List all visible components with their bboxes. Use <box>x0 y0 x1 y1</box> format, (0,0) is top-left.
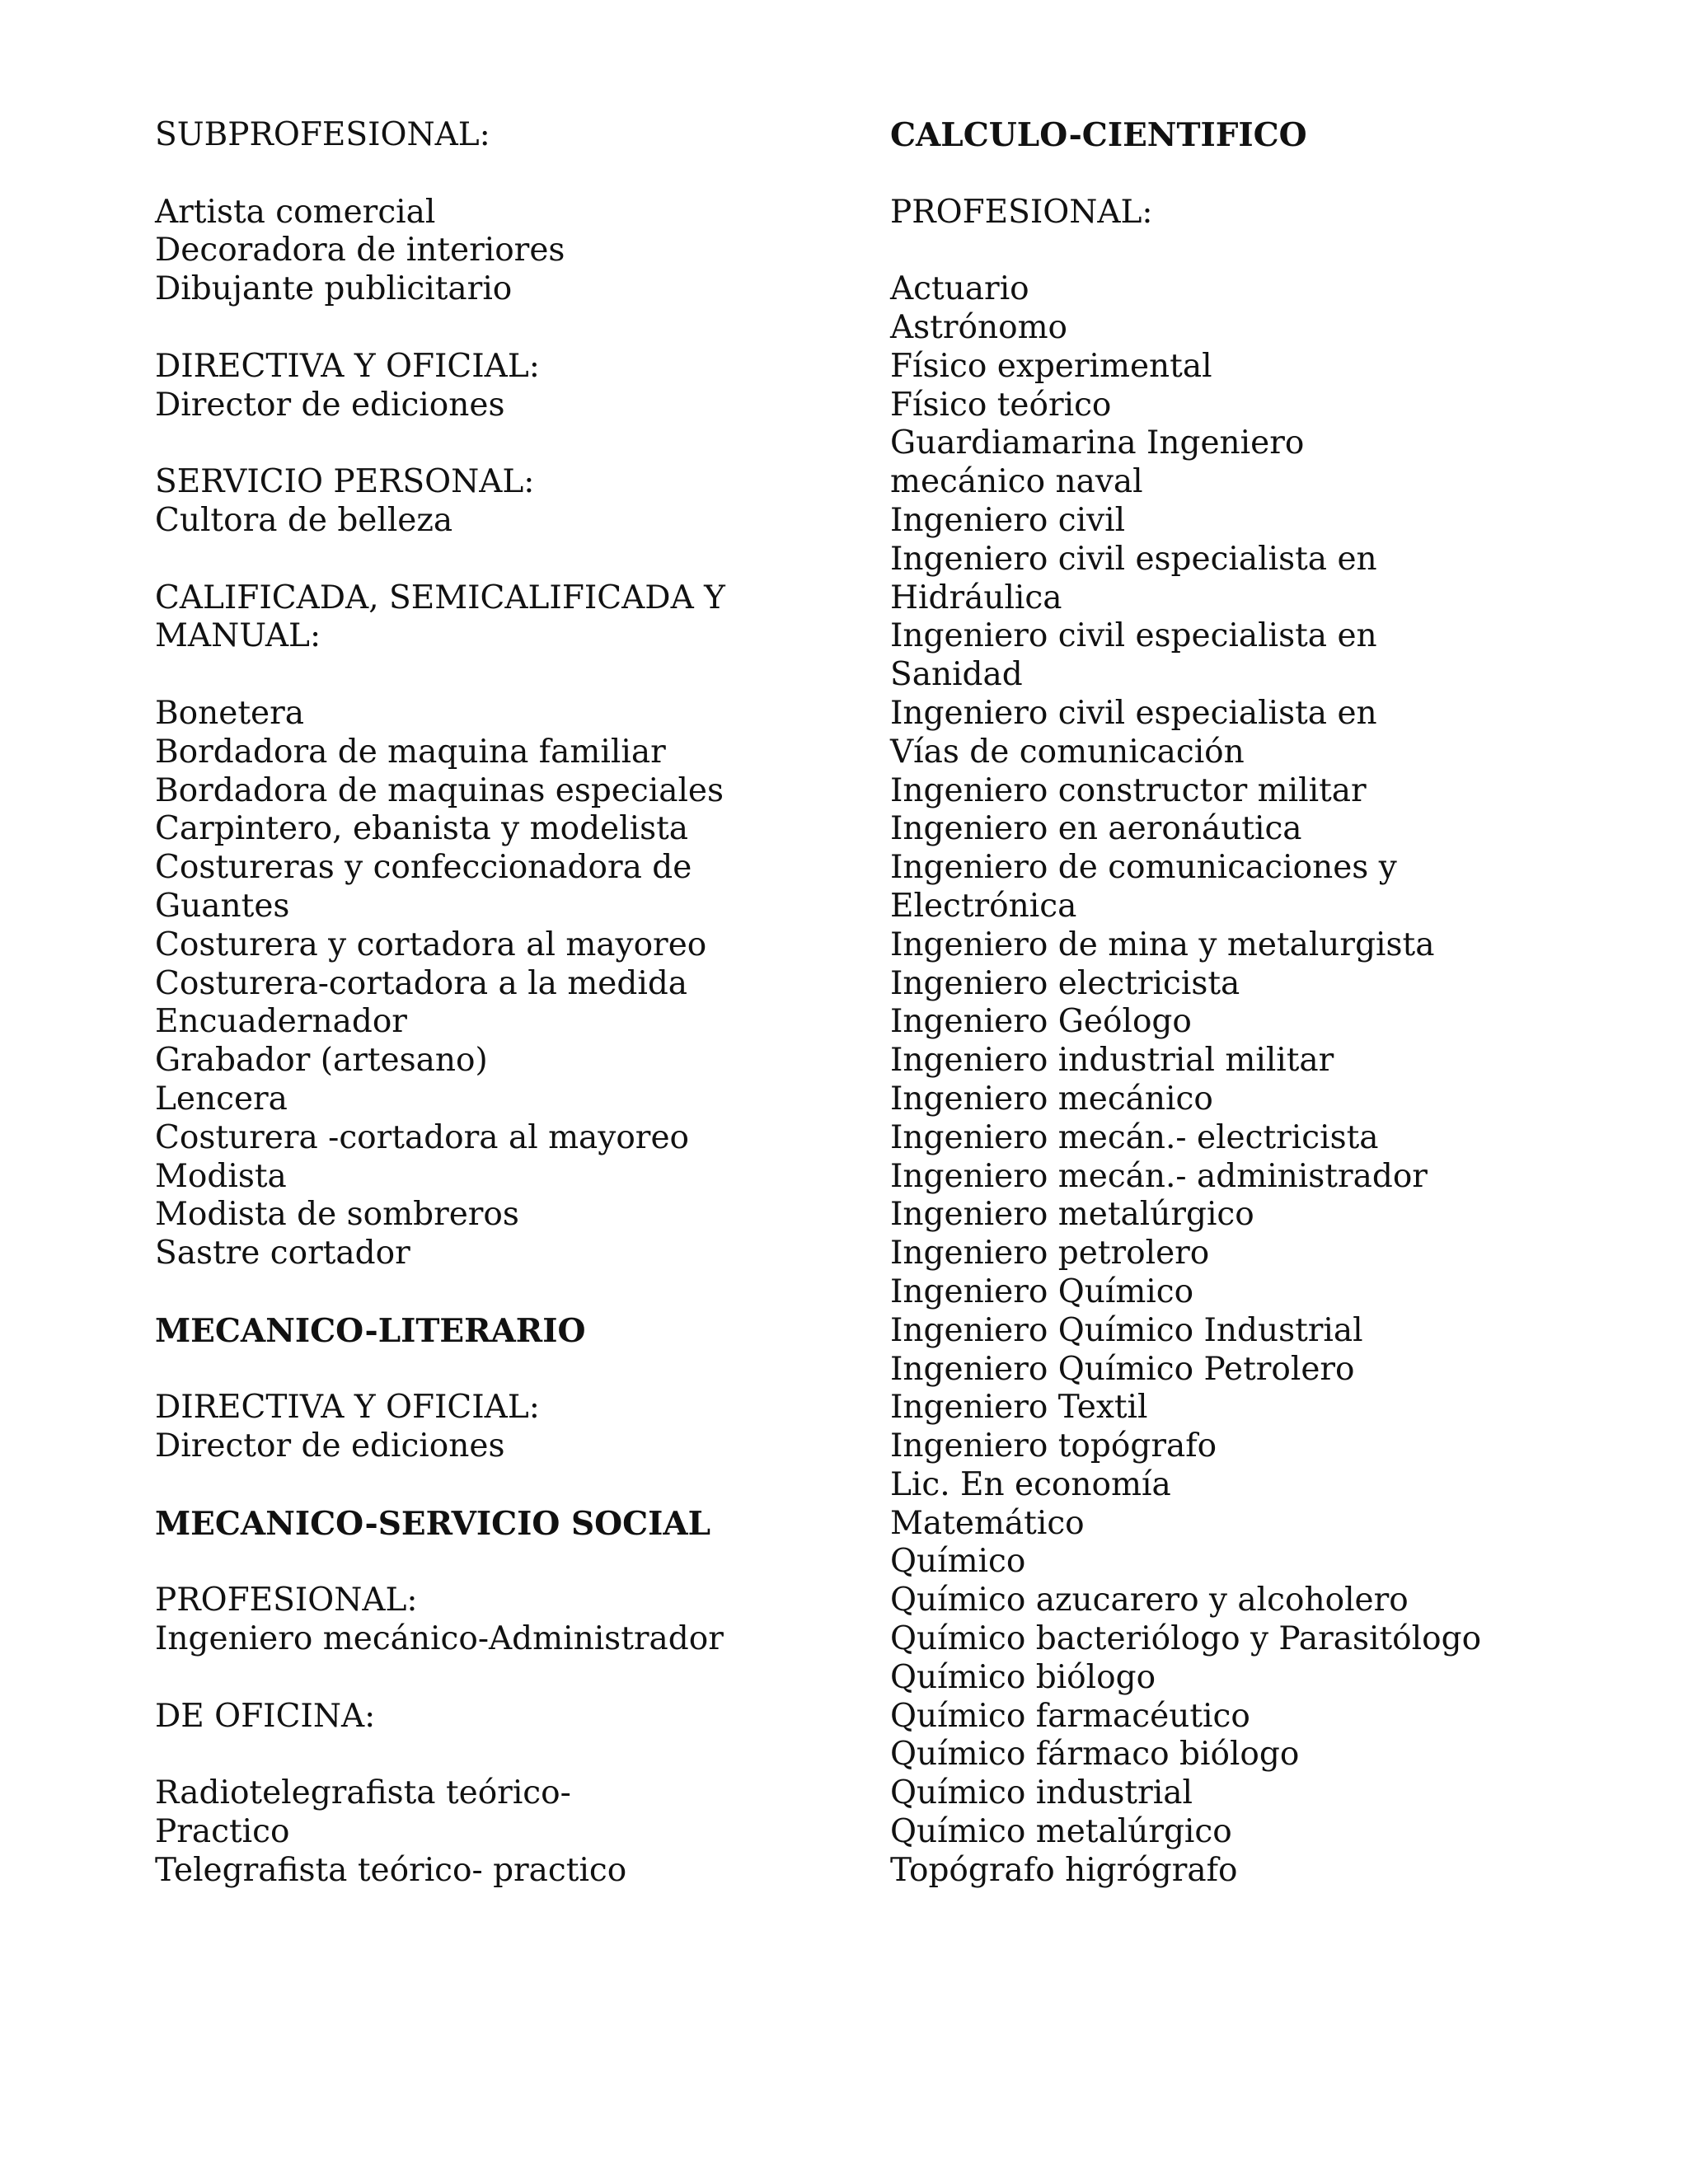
list-line: Ingeniero metalúrgico <box>890 1196 1254 1234</box>
list-line: Sastre cortador <box>155 1235 410 1272</box>
list-line: Químico bacteriólogo y Parasitólogo <box>890 1620 1482 1658</box>
list-line: Químico <box>890 1543 1026 1581</box>
list-line: Ingeniero en aeronáutica <box>890 810 1302 848</box>
list-line: Astrónomo <box>890 308 1068 346</box>
blank-line <box>155 541 880 579</box>
blank-line <box>155 309 880 348</box>
list-line: Carpintero, ebanista y modelista <box>155 810 689 848</box>
list-line: Ingeniero de mina y metalurgista <box>890 926 1435 963</box>
list-line: Guantes <box>155 887 290 925</box>
list-line: Ingeniero mecán.- electricista <box>890 1118 1379 1156</box>
list-line: Vías de comunicación <box>890 733 1245 771</box>
list-line: Radiotelegrafista teórico- <box>155 1774 571 1812</box>
list-line: Director de ediciones <box>155 386 505 424</box>
list-line: SUBPROFESIONAL: <box>155 116 490 153</box>
list-line: Cultora de belleza <box>155 501 453 539</box>
list-line: Dibujante publicitario <box>155 270 513 308</box>
list-line: Ingeniero Químico Petrolero <box>890 1350 1355 1388</box>
list-line: Electrónica <box>890 887 1077 925</box>
list-line: PROFESIONAL: <box>890 193 1153 231</box>
list-line: Actuario <box>890 270 1029 308</box>
list-line: Físico teórico <box>890 386 1112 424</box>
list-line: Bonetera <box>155 694 304 732</box>
list-line: Químico azucarero y alcoholero <box>890 1582 1409 1619</box>
list-line: Ingeniero mecánico <box>890 1080 1213 1118</box>
list-line: SERVICIO PERSONAL: <box>155 463 535 501</box>
list-line: mecánico naval <box>890 463 1143 501</box>
list-line: Ingeniero Textil <box>890 1389 1148 1427</box>
list-line: Lencera <box>155 1080 288 1118</box>
blank-line <box>155 424 880 463</box>
list-line: Químico farmacéutico <box>890 1697 1250 1735</box>
list-line: Costurera y cortadora al mayoreo <box>155 926 707 963</box>
list-line: Químico metalúrgico <box>890 1813 1232 1851</box>
list-line: Sanidad <box>890 656 1023 694</box>
list-line: Ingeniero civil especialista en <box>890 617 1377 655</box>
list-line: Director de ediciones <box>155 1427 505 1465</box>
list-line: Ingeniero Químico Industrial <box>890 1311 1363 1349</box>
list-line: Costureras y confeccionadora de <box>155 849 692 887</box>
section-heading: MECANICO-SERVICIO SOCIAL <box>155 1504 711 1543</box>
list-line: Bordadora de maquinas especiales <box>155 771 724 809</box>
list-line: Químico industrial <box>890 1774 1193 1812</box>
list-line: Grabador (artesano) <box>155 1042 488 1080</box>
list-line: Ingeniero electricista <box>890 964 1240 1002</box>
list-line: Ingeniero de comunicaciones y <box>890 849 1397 887</box>
list-line: Matemático <box>890 1504 1085 1542</box>
list-line: Hidráulica <box>890 579 1062 616</box>
blank-line <box>155 1736 880 1774</box>
list-line: Ingeniero civil especialista en <box>890 540 1377 578</box>
list-line: Ingeniero civil <box>890 501 1126 539</box>
list-line: Practico <box>155 1813 290 1851</box>
list-line: CALIFICADA, SEMICALIFICADA Y <box>155 579 725 616</box>
section-heading: CALCULO-CIENTIFICO <box>890 116 1307 154</box>
blank-line <box>155 1543 880 1582</box>
left-column <box>155 116 880 1891</box>
list-line: Ingeniero civil especialista en <box>890 694 1377 732</box>
list-line: PROFESIONAL: <box>155 1582 418 1619</box>
blank-line <box>155 1659 880 1698</box>
blank-line <box>155 1273 880 1312</box>
list-line: Bordadora de maquina familiar <box>155 733 666 771</box>
blank-line <box>890 155 1632 194</box>
list-line: Ingeniero Químico <box>890 1272 1194 1310</box>
section-heading: MECANICO-LITERARIO <box>155 1311 586 1350</box>
list-line: Lic. En economía <box>890 1465 1171 1503</box>
list-line: Costurera -cortadora al mayoreo <box>155 1118 690 1156</box>
list-line: Ingeniero mecán.- administrador <box>890 1157 1428 1195</box>
list-line: DE OFICINA: <box>155 1697 376 1735</box>
blank-line <box>890 232 1632 270</box>
list-line: Ingeniero Geólogo <box>890 1003 1192 1041</box>
list-line: Ingeniero topógrafo <box>890 1427 1217 1465</box>
list-line: Telegrafista teórico- practico <box>155 1851 627 1889</box>
list-line: MANUAL: <box>155 617 321 655</box>
list-line: Guardiamarina Ingeniero <box>890 424 1305 462</box>
blank-line <box>155 656 880 695</box>
list-line: Ingeniero petrolero <box>890 1235 1210 1272</box>
list-line: Químico biólogo <box>890 1658 1156 1696</box>
list-line: Topógrafo higrógrafo <box>890 1851 1238 1889</box>
list-line: Modista <box>155 1157 287 1195</box>
list-line: Costurera-cortadora a la medida <box>155 964 688 1002</box>
list-line: Químico fármaco biólogo <box>890 1736 1300 1774</box>
list-line: DIRECTIVA Y OFICIAL: <box>155 1389 540 1427</box>
list-line: Decoradora de interiores <box>155 232 565 269</box>
list-line: Ingeniero industrial militar <box>890 1042 1334 1080</box>
list-line: Ingeniero constructor militar <box>890 771 1367 809</box>
blank-line <box>155 1351 880 1390</box>
list-line: Modista de sombreros <box>155 1196 519 1234</box>
list-line: Físico experimental <box>890 347 1212 385</box>
list-line: Encuadernador <box>155 1003 407 1041</box>
list-line: Artista comercial <box>155 193 436 231</box>
blank-line <box>155 155 880 194</box>
list-line: DIRECTIVA Y OFICIAL: <box>155 347 540 385</box>
right-column <box>890 116 1632 1891</box>
blank-line <box>155 1466 880 1505</box>
list-line: Ingeniero mecánico-Administrador <box>155 1620 724 1658</box>
